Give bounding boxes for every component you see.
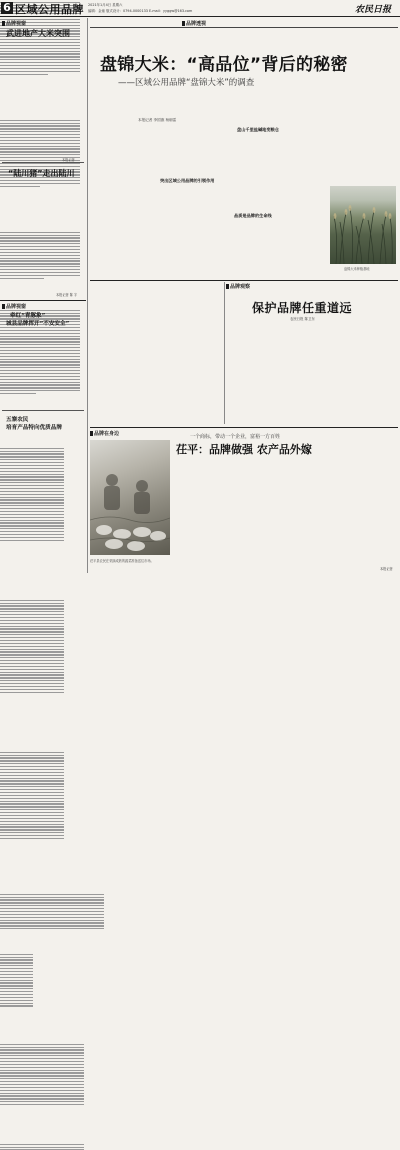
article1-author: 本报记者 (62, 158, 75, 162)
editor-line: 编辑：金童 版式设计：0794-0000133 E-mail：yyggw@163.com (88, 9, 193, 13)
page-header (0, 0, 400, 16)
feature-photo-caption: 盘锦大米种植基地 (344, 267, 370, 271)
page-number: 6 (1, 2, 13, 14)
date-line: 2021年1月4日 星期六 (88, 3, 123, 7)
commentary-title: 保护品牌任重道远 (252, 301, 353, 315)
feature-col-4 (0, 892, 104, 952)
feature-col-3 (0, 750, 64, 892)
bottom-kicker: 一个商标，带动一个企业，富裕一方百姓 (190, 434, 281, 440)
feature-col-5 (0, 952, 33, 1042)
article1-body (0, 0, 80, 118)
paper-name: 农民日报 (355, 5, 392, 15)
feature-subheadline: ——区域公用品牌“盘锦大米”的调查 (118, 78, 255, 88)
feature-subhead-2: 突出区域公用品牌的引领作用 (160, 178, 215, 183)
commentary-author: 农民日报 陈卫东 (290, 317, 315, 321)
commentary-col-right (0, 1142, 84, 1150)
article4-title-line1: 五寨农民 (6, 417, 29, 423)
farmers-graphic (90, 440, 170, 555)
farmers-photo (90, 440, 170, 555)
article1-title: 武进地产大米突围 (6, 29, 70, 38)
bottom-photo-caption: 茌平县农民在采摘成熟的蔬菜准备送往市场。 (90, 559, 154, 563)
feature-headline: 盘锦大米：“高品位”背后的秘密 (100, 55, 348, 75)
article4-title-line2: 培育产品特向优质品牌 (6, 425, 62, 431)
feature-col-2 (0, 598, 64, 750)
article3-title-line1: 牵红“青豚象” (10, 313, 46, 319)
feature-subhead-3: 品质是品牌的生命线 (234, 213, 272, 218)
article2-title: “陆川猪”走出陆川 (8, 169, 75, 178)
bottom-section-tag: 品牌在身边 (90, 430, 119, 437)
section-name: 区域公用品牌 (15, 3, 84, 16)
rice-field-photo (330, 186, 396, 264)
bottom-title: 茌平：品牌做强 农产品外嫁 (176, 443, 312, 456)
feature-col-1 (0, 446, 64, 598)
commentary-section-tag: 品牌观察 (226, 283, 250, 290)
article2-author: 本报记者 陈 宇 (56, 293, 78, 297)
rice-plants-graphic (330, 186, 396, 264)
feature-subhead-1: 盘山千里盐碱地变粮仓 (237, 127, 279, 132)
feature-byline: 本报记者 李国旗 杨朝雷 (138, 118, 177, 122)
sidebar-section2-tag: 品牌视窗 (2, 303, 26, 310)
bottom-author: 本报记者 (380, 567, 393, 571)
commentary-col-left (0, 1042, 84, 1142)
sidebar-section-tag: 品牌视窗 (2, 20, 26, 27)
feature-section-tag: 品牌透视 (182, 20, 206, 27)
article3-title-line2: 城县品牌挥开“不安安全” (6, 321, 70, 327)
